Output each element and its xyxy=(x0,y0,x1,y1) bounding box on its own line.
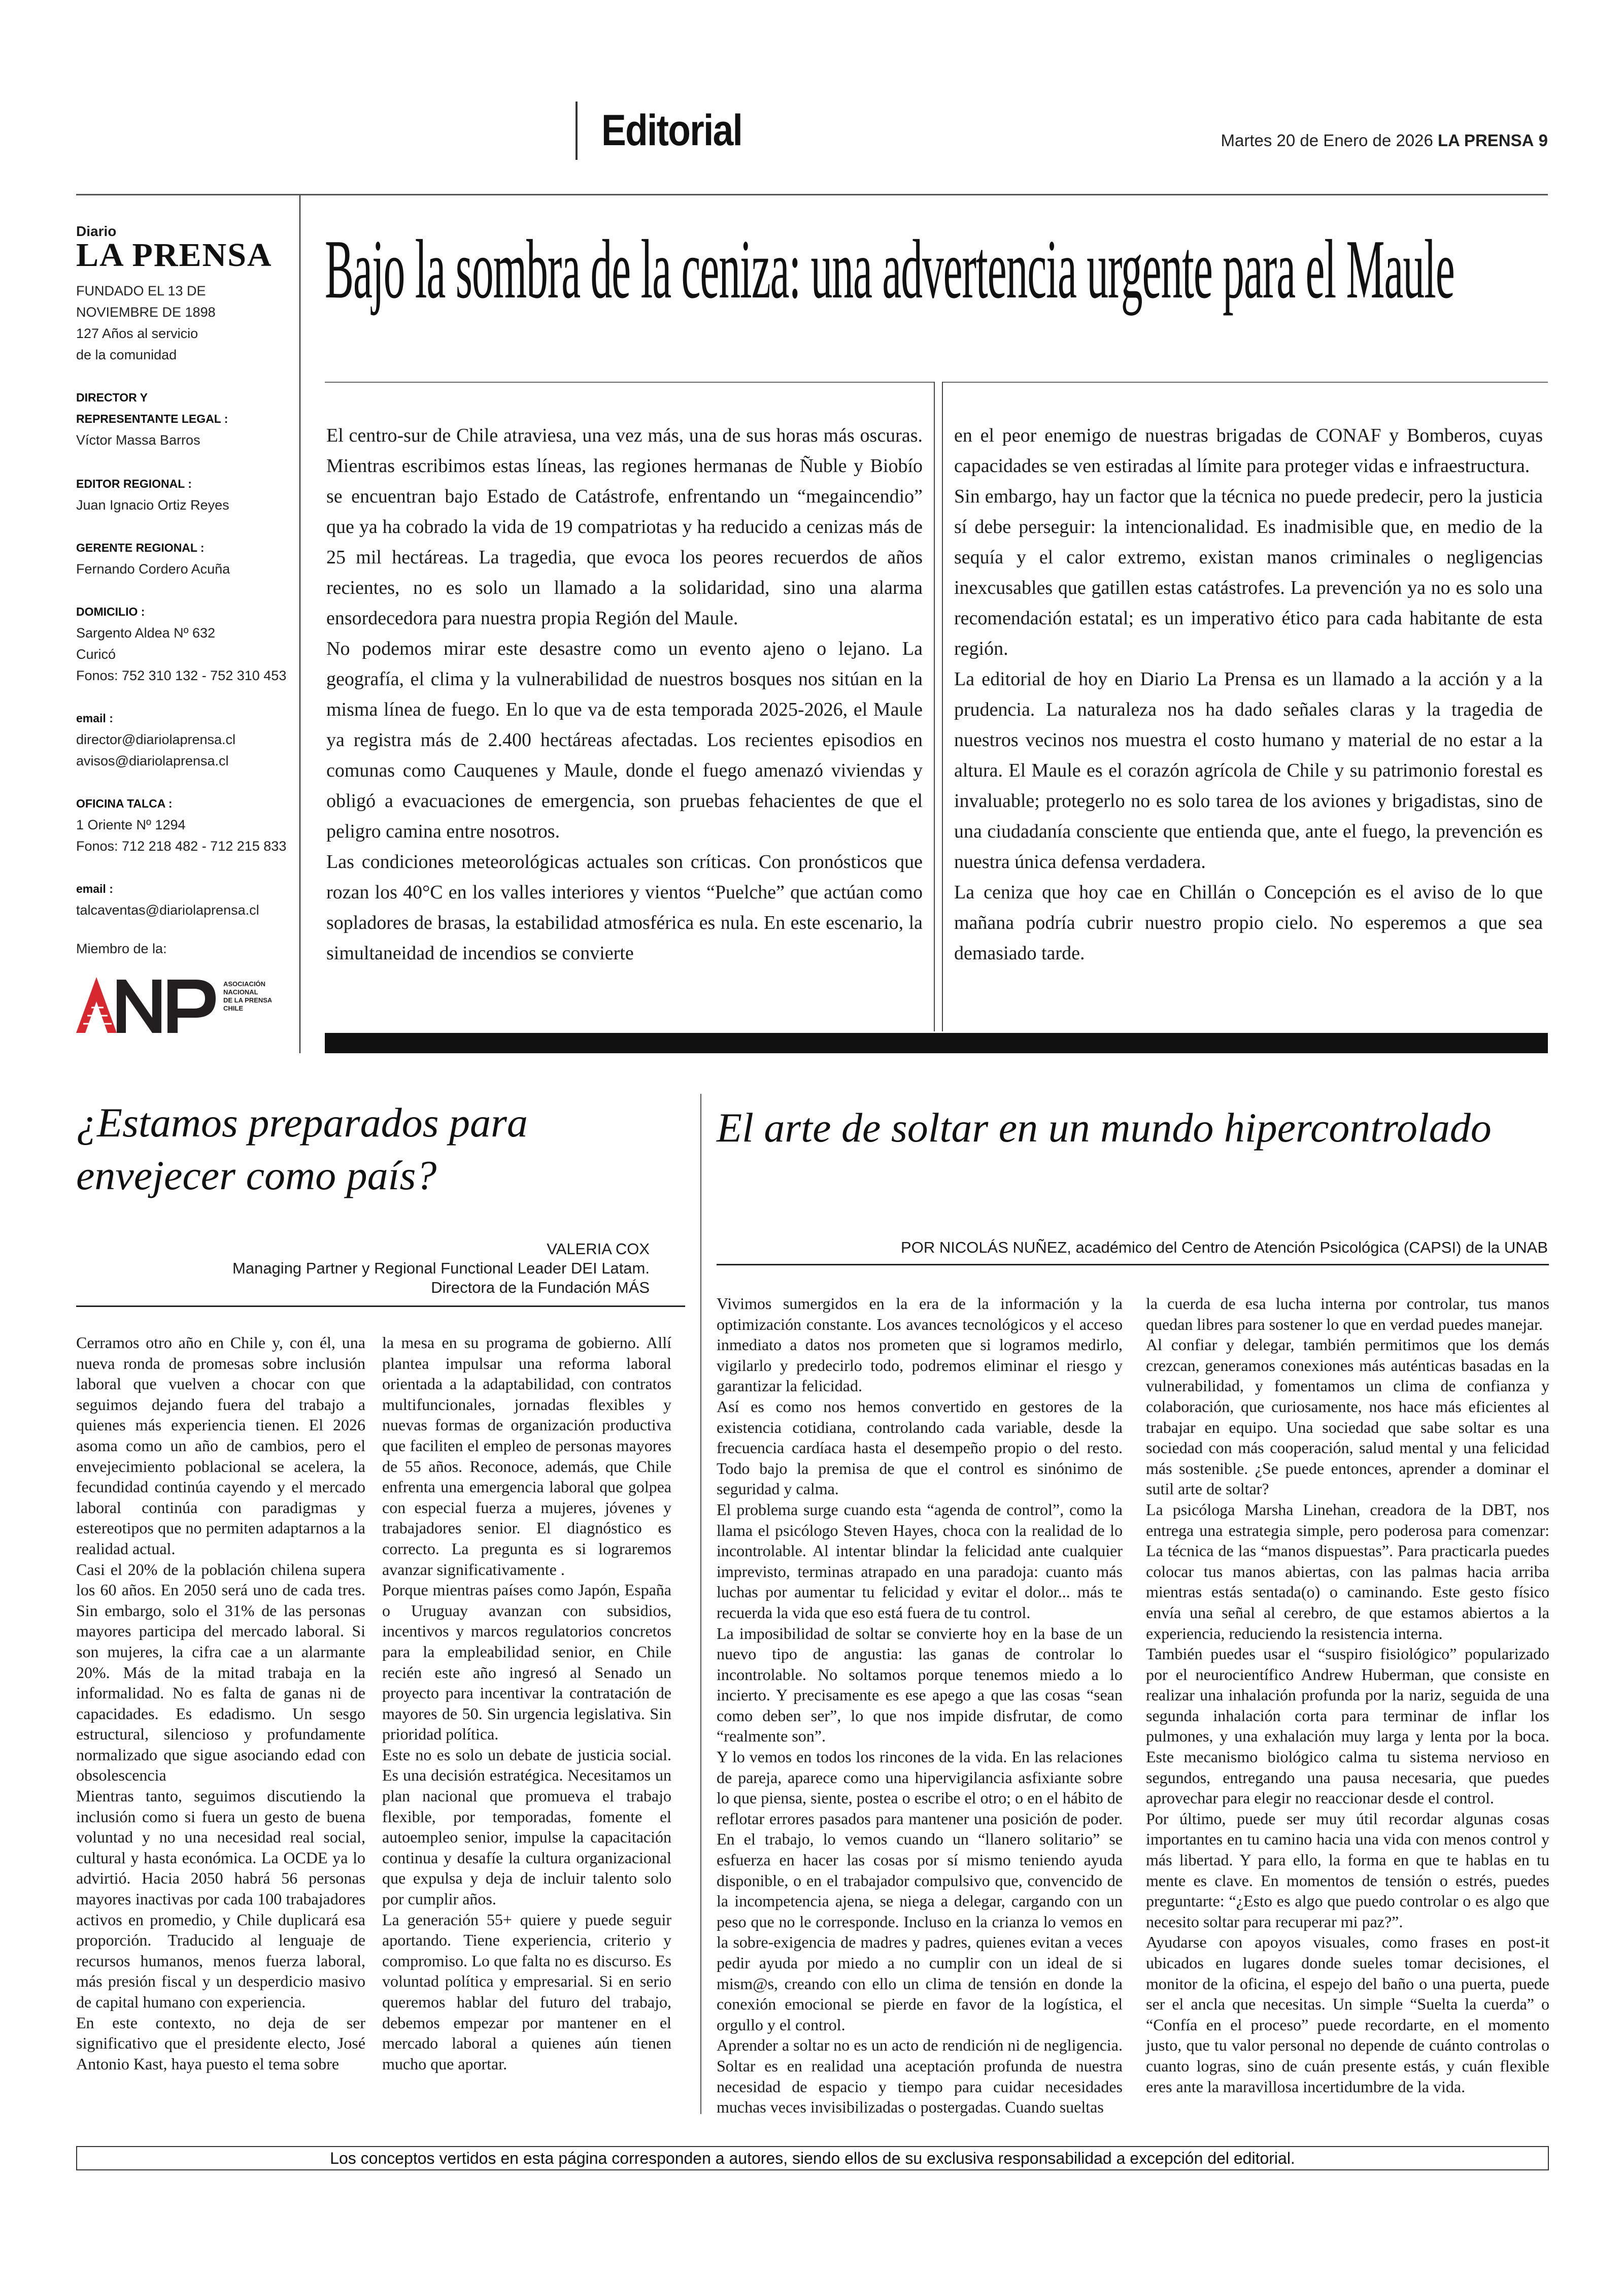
logo-text: DE LA PRENSA xyxy=(223,996,272,1004)
paragraph: Mientras tanto, seguimos discutiendo la inclusión como si fuera un gesto de buena voluntad y no una necesidad real social, cultural y hasta económica. La OCDE ya lo advirtió. Hacia 2050 habrá 56 personas mayores inactivas por cada 100 trabajadores activos en promedio, y Chile duplicará esa proporción. Traducido al lenguaje de recursos humanos, menos fuerza laboral, más presión fiscal y un desperdicio masivo de capital humano con experiencia. xyxy=(76,1787,365,2011)
email-link[interactable]: avisos@diariolaprensa.cl xyxy=(76,753,229,768)
paragraph: Porque mientras países como Japón, España o Uruguay avanzan con subsidios, incentivos y marcos regulatorios concretos para la empleabilidad senior, en Chile recién este año ingresó al Senado un proyecto para incentivar la contratación de mayores de 50. Sin urgencia legislativa. Sin prioridad política. xyxy=(382,1581,671,1744)
editor-label: EDITOR REGIONAL : xyxy=(76,477,192,490)
article2-column-2 xyxy=(1146,1293,1549,2097)
section-title: Editorial xyxy=(601,106,742,155)
article1-column-1 xyxy=(76,1332,365,2074)
sidebar-email xyxy=(76,708,235,772)
sidebar-email2 xyxy=(76,878,259,921)
member-label: Miembro de la: xyxy=(76,941,167,956)
anp-logo-mark xyxy=(76,967,272,1038)
anp-logo xyxy=(76,967,272,1038)
article2-byline: POR NICOLÁS NUÑEZ, académico del Centro de Atención Psicológica (CAPSI) de la UNAB xyxy=(901,1238,1548,1256)
header-page-number: 9 xyxy=(1538,131,1548,150)
header-date-line xyxy=(1221,131,1548,150)
email-label: email : xyxy=(76,712,113,725)
paragraph: Las condiciones meteorológicas actuales son críticas. Con pronósticos que rozan los 40°C en los valles interiores y vientos “Puelche” que actúan como sopladores de brasas, la estabilidad atmosférica es nula. En este escenario, la simultaneidad de incendios se convierte xyxy=(326,851,923,964)
paragraph: Este no es solo un debate de justicia social. Es una decisión estratégica. Necesitamos un plan nacional que promueva el trabajo flexible, por temporadas, fomente el autoempleo senior, impulse la capacitación continua y desafíe la cultura organizacional que expulsa y deja de incluir talento solo por cumplir años. xyxy=(382,1745,671,1908)
founded-line: NOVIEMBRE DE 1898 xyxy=(76,305,216,320)
domicilio-label: DOMICILIO : xyxy=(76,605,145,618)
editor-name: Juan Ignacio Ortiz Reyes xyxy=(76,497,229,513)
paragraph: La generación 55+ quiere y puede seguir aportando. Tiene experiencia, criterio y compromiso. Lo que falta no es discurso. Es voluntad política y empresarial. Si en serio queremos hablar del futuro del trabajo, debemos empezar por mantener en el mercado laboral a quienes aún tienen mucho que aportar. xyxy=(382,1910,671,2073)
paragraph: No podemos mirar este desastre como un evento ajeno o lejano. La geografía, el clima y la vulnerabilidad de nuestros bosques nos sitúan en la misma línea de fuego. En lo que va de esta temporada 2025-2026, el Maule ya registra más de 2.400 hectáreas afectadas. Los recientes episodios en comunas como Cauquenes y Maule, donde el fuego amenazó viviendas y obligó a evacuaciones de emergencia, son pruebas fehacientes de que el peligro camina entre nosotros. xyxy=(326,638,923,842)
founded-line: FUNDADO EL 13 DE xyxy=(76,283,206,298)
paragraph: La imposibilidad de soltar se convierte hoy en la base de un nuevo tipo de angustia: las ganas de controlar lo incontrolable. No soltamos porque tenemos miedo a lo incierto. Y precisamente es ese apego a que las cosas “sean como deben ser”, lo que nos impide disfrutar, de como “realmente son”. xyxy=(717,1624,1123,1746)
article2-rule xyxy=(717,1264,1549,1265)
paragraph: También puedes usar el “suspiro fisiológico” popularizado por el neurocientífico Andrew Huberman, que consiste en realizar una inhalación profunda por la nariz, seguida de una segunda inhalación corta para terminar de inflar los pulmones, y una exhalación muy larga y lenta por la boca. Este mecanismo biológico calma tu sistema nervioso en segundos, entregando una pausa necesaria, que puedes aprovechar para elegir no reaccionar desde el control. xyxy=(1146,1645,1549,1807)
editorial-column-2 xyxy=(954,420,1543,968)
founded-line: 127 Años al servicio xyxy=(76,326,198,341)
header-paper-name: LA PRENSA xyxy=(1438,131,1534,150)
paragraph: Cerramos otro año en Chile y, con él, una nueva ronda de promesas sobre inclusión laboral que vuelven a chocar con que seguimos dejando fuera del trabajo a quienes más experiencia tienen. El 2026 asoma como un año de cambios, pero el envejecimiento poblacional se acelera, la fecundidad continúa cayendo y el mercado laboral continúa con paradigmas y estereotipos que no permiten adaptarnos a la realidad actual. xyxy=(76,1333,365,1558)
email-link[interactable]: talcaventas@diariolaprensa.cl xyxy=(76,902,259,918)
email-link[interactable]: director@diariolaprensa.cl xyxy=(76,732,236,747)
email-label: email : xyxy=(76,882,113,895)
paragraph: En este contexto, no deja de ser significativo que el presidente electo, José Antonio Kast, haya puesto el tema sobre xyxy=(76,2013,365,2073)
paragraph: Vivimos sumergidos en la era de la información y la optimización constante. Los avances tecnológicos y el acceso inmediato a datos nos prometen que si logramos medirlo, vigilarlo y predecirlo todo, podremos eliminar el riesgo y garantizar la felicidad. xyxy=(717,1294,1123,1395)
editorial-rule xyxy=(325,382,934,383)
editorial-column-divider xyxy=(942,382,943,1031)
domicilio-line: Curicó xyxy=(76,647,116,662)
sidebar-domicilio xyxy=(76,601,286,686)
article1-title: ¿Estamos preparados para envejecer como país? xyxy=(76,1099,528,1198)
byline-line: VALERIA COX xyxy=(547,1240,650,1258)
sidebar-diario-label: Diario xyxy=(76,223,117,239)
article1-rule xyxy=(76,1305,685,1307)
sidebar-editor xyxy=(76,473,229,516)
director-label: DIRECTOR Y xyxy=(76,391,148,404)
talca-line: Fonos: 712 218 482 - 712 215 833 xyxy=(76,839,287,854)
paragraph: Ayudarse con apoyos visuales, como frases en post-it ubicados en lugares donde sueles tomar decisiones, el monitor de la oficina, el espejo del baño o una puerta, puede ser el ancla que necesitas. Un simple “Suelta la cuerda” o “Confía en el proceso” puede recordarte, en el momento justo, que tu valor personal no depende de cuánto controlas o cuanto logras, sino de cuán presente estás, y cuán flexible eres ante la maravillosa incertidumbre de la vida. xyxy=(1146,1933,1549,2096)
sidebar-founded xyxy=(76,280,216,365)
paragraph: la mesa en su programa de gobierno. Allí plantea impulsar una reforma laboral orientada a la adaptabilidad, con contratos multifuncionales, jornadas flexibles y nuevas formas de organización productiva que faciliten el empleo de personas mayores de 55 años. Reconoce, además, que Chile enfrenta una emergencia laboral que golpea con especial fuerza a mujeres, jóvenes y trabajadores senior. El diagnóstico es correcto. La pregunta es si lograremos avanzar significativamente . xyxy=(382,1333,671,1579)
domicilio-line: Fonos: 752 310 132 - 752 310 453 xyxy=(76,668,287,683)
article1-byline xyxy=(232,1240,650,1297)
sidebar-gerente xyxy=(76,537,230,580)
logo-text: NACIONAL xyxy=(223,988,258,996)
sidebar-director xyxy=(76,387,228,451)
logo-text: ASOCIACIÓN xyxy=(223,980,266,988)
editorial-column-divider xyxy=(934,382,935,1031)
talca-line: 1 Oriente Nº 1294 xyxy=(76,817,186,832)
sidebar-divider xyxy=(299,195,300,1053)
founded-line: de la comunidad xyxy=(76,347,177,362)
article2-column-1 xyxy=(717,1293,1123,2118)
sidebar-paper-name: LA PRENSA xyxy=(76,237,273,274)
paragraph: La psicóloga Marsha Linehan, creadora de la DBT, nos entrega una estrategia simple, pero poderosa para comenzar: La técnica de las “manos dispuestas”. Para practicarla puedes colocar tus manos abiertas, con las palmas hacia arriba mientras estás sentada(o) o caminando. Este gesto físico envía una señal al cerebro, de que estamos abiertos a la experiencia, reduciendo la resistencia interna. xyxy=(1146,1500,1549,1643)
editorial-bottom-bar xyxy=(325,1033,1548,1053)
editorial-column-1 xyxy=(326,420,923,968)
gerente-label: GERENTE REGIONAL : xyxy=(76,541,205,554)
header-divider xyxy=(576,102,578,160)
director-label: REPRESENTANTE LEGAL : xyxy=(76,412,228,425)
article1-column-2 xyxy=(382,1332,671,2074)
footer-disclaimer: Los conceptos vertidos en esta página corresponden a autores, siendo ellos de su exclusiva responsabilidad a excepción del editorial. xyxy=(76,2146,1549,2170)
sidebar-talca xyxy=(76,793,286,857)
talca-label: OFICINA TALCA : xyxy=(76,797,173,810)
header-rule xyxy=(76,194,1548,195)
gerente-name: Fernando Cordero Acuña xyxy=(76,561,230,577)
paragraph: Sin embargo, hay un factor que la técnica no puede predecir, pero la justicia sí debe perseguir: la intencionalidad. Es inadmisible que, en medio de la sequía y el calor extremo, existan manos criminales o negligencias inexcusables que gatillen estas catástrofes. La prevención ya no es solo una recomendación estatal; es un imperativo ético para cada habitante de esta región. xyxy=(954,486,1543,659)
paragraph: La ceniza que hoy cae en Chillán o Concepción es el aviso de lo que mañana podría cubrir nuestro propio cielo. No esperemos a que sea demasiado tarde. xyxy=(954,882,1543,964)
editorial-title: Bajo la sombra de la ceniza: una advertencia urgente para el Maule xyxy=(325,222,1454,316)
header-date: Martes 20 de Enero de 2026 xyxy=(1221,131,1433,150)
byline-line: Directora de la Fundación MÁS xyxy=(431,1279,650,1296)
paragraph: la cuerda de esa lucha interna por controlar, tus manos quedan libres para sostener lo que en verdad puedes manejar. xyxy=(1146,1294,1549,1333)
paragraph: Y lo vemos en todos los rincones de la vida. En las relaciones de pareja, aparece como una hipervigilancia asfixiante sobre lo que piensa, siente, postea o escribe el otro; o en el hábito de reflotar errores pasados para mantener una posición de poder. En el trabajo, lo vemos cuando un “llanero solitario” se esfuerza en hacer las cosas por sí mismo teniendo ayuda disponible, o en el trabajador compulsivo que, convencido de la incompetencia ajena, se niega a delegar, cargando con un peso que no le corresponde. Incluso en la crianza lo vemos en la sobre-exigencia de madres y padres, quienes evitan a veces pedir ayuda por miedo a no cumplir con un ideal de si mism@s, creando con ello un clima de tensión en donde la conexión emocional se pierde en favor de la logística, el orgullo y el control. xyxy=(717,1748,1123,2034)
paragraph: en el peor enemigo de nuestras brigadas de CONAF y Bomberos, cuyas capacidades se ven estiradas al límite para proteger vidas e infraestructura. xyxy=(954,425,1543,477)
paragraph: Al confiar y delegar, también permitimos que los demás crezcan, generamos conexiones más auténticas basadas en la vulnerabilidad, y fomentamos un clima de confianza y colaboración, que curiosamente, nos hace más eficientes al trabajar en equipo. Una sociedad que sabe soltar es una sociedad con más cooperación, salud mental y una felicidad más sostenible. ¿Se puede entonces, aprender a dominar el sutil arte de soltar? xyxy=(1146,1335,1549,1498)
articles-divider xyxy=(700,1094,701,2114)
paragraph: La editorial de hoy en Diario La Prensa es un llamado a la acción y a la prudencia. La naturaleza nos ha dado señales claras y la tragedia de nuestros vecinos nos muestra el costo humano y material de no estar a la altura. El Maule es el corazón agrícola de Chile y su patrimonio forestal es invaluable; protegerlo no es solo tarea de los aviones y brigadistas, sino de una ciudadanía consciente que entienda que, ante el fuego, la prevención es nuestra única defensa verdadera. xyxy=(954,668,1543,873)
domicilio-line: Sargento Aldea Nº 632 xyxy=(76,625,216,641)
paragraph: El centro-sur de Chile atraviesa, una vez más, una de sus horas más oscuras. Mientras escribimos estas líneas, las regiones hermanas de Ñuble y Biobío se encuentran bajo Estado de Catástrofe, enfrentando un “megaincendio” que ya ha cobrado la vida de 19 compatriotas y ha reducido a cenizas más de 25 mil hectáreas. La tragedia, que evoca los peores recuerdos de años recientes, no es solo un llamado a la solidaridad, sino una alarma ensordecedora para nuestra propia Región del Maule. xyxy=(326,425,923,629)
paragraph: Así es como nos hemos convertido en gestores de la existencia cotidiana, controlando cada variable, desde la frecuencia cardíaca hasta el desempeño propio o del resto. Todo bajo la premisa de que el control es sinónimo de seguridad y calma. xyxy=(717,1397,1123,1498)
article2-title: El arte de soltar en un mundo hipercontrolado xyxy=(717,1104,1492,1151)
logo-text: CHILE xyxy=(223,1004,243,1012)
paragraph: Aprender a soltar no es un acto de rendición ni de negligencia. Soltar es en realidad una aceptación profunda de nuestra necesidad de espacio y tiempo para cuidar necesidades muchas veces invisibilizadas o postergadas. Cuando sueltas xyxy=(717,2036,1123,2117)
director-name: Víctor Massa Barros xyxy=(76,432,200,448)
editorial-rule xyxy=(943,382,1548,383)
byline-line: Managing Partner y Regional Functional Leader DEI Latam. xyxy=(232,1259,650,1277)
paragraph: Por último, puede ser muy útil recordar algunas cosas importantes en tu camino hacia una vida con menos control y más libertad. Y para ello, la forma en que te hablas en tu mente es clave. En momentos de tensión o estrés, puedes preguntarte: “¿Esto es algo que puedo controlar o es algo que necesito soltar para recuperar mi paz?”. xyxy=(1146,1809,1549,1931)
paragraph: El problema surge cuando esta “agenda de control”, como la llama el psicólogo Steven Hayes, choca con la realidad de lo incontrolable. Al intentar blindar la felicidad ante cualquier imprevisto, terminas atrapado en una paradoja: cuanto más luchas por aumentar tu felicidad y evitar el dolor... más te recuerda la vida que eso está fuera de tu control. xyxy=(717,1500,1123,1622)
paragraph: Casi el 20% de la población chilena supera los 60 años. En 2050 será uno de cada tres. Sin embargo, solo el 31% de las personas mayores participa del mercado laboral. Si son mujeres, la cifra cae a un alarmante 20%. Más de la mitad trabaja en la informalidad. No es falta de ganas ni de capacidades. Es edadismo. Un sesgo estructural, silencioso y profundamente normalizado que sigue asociando edad con obsolescencia xyxy=(76,1560,365,1785)
